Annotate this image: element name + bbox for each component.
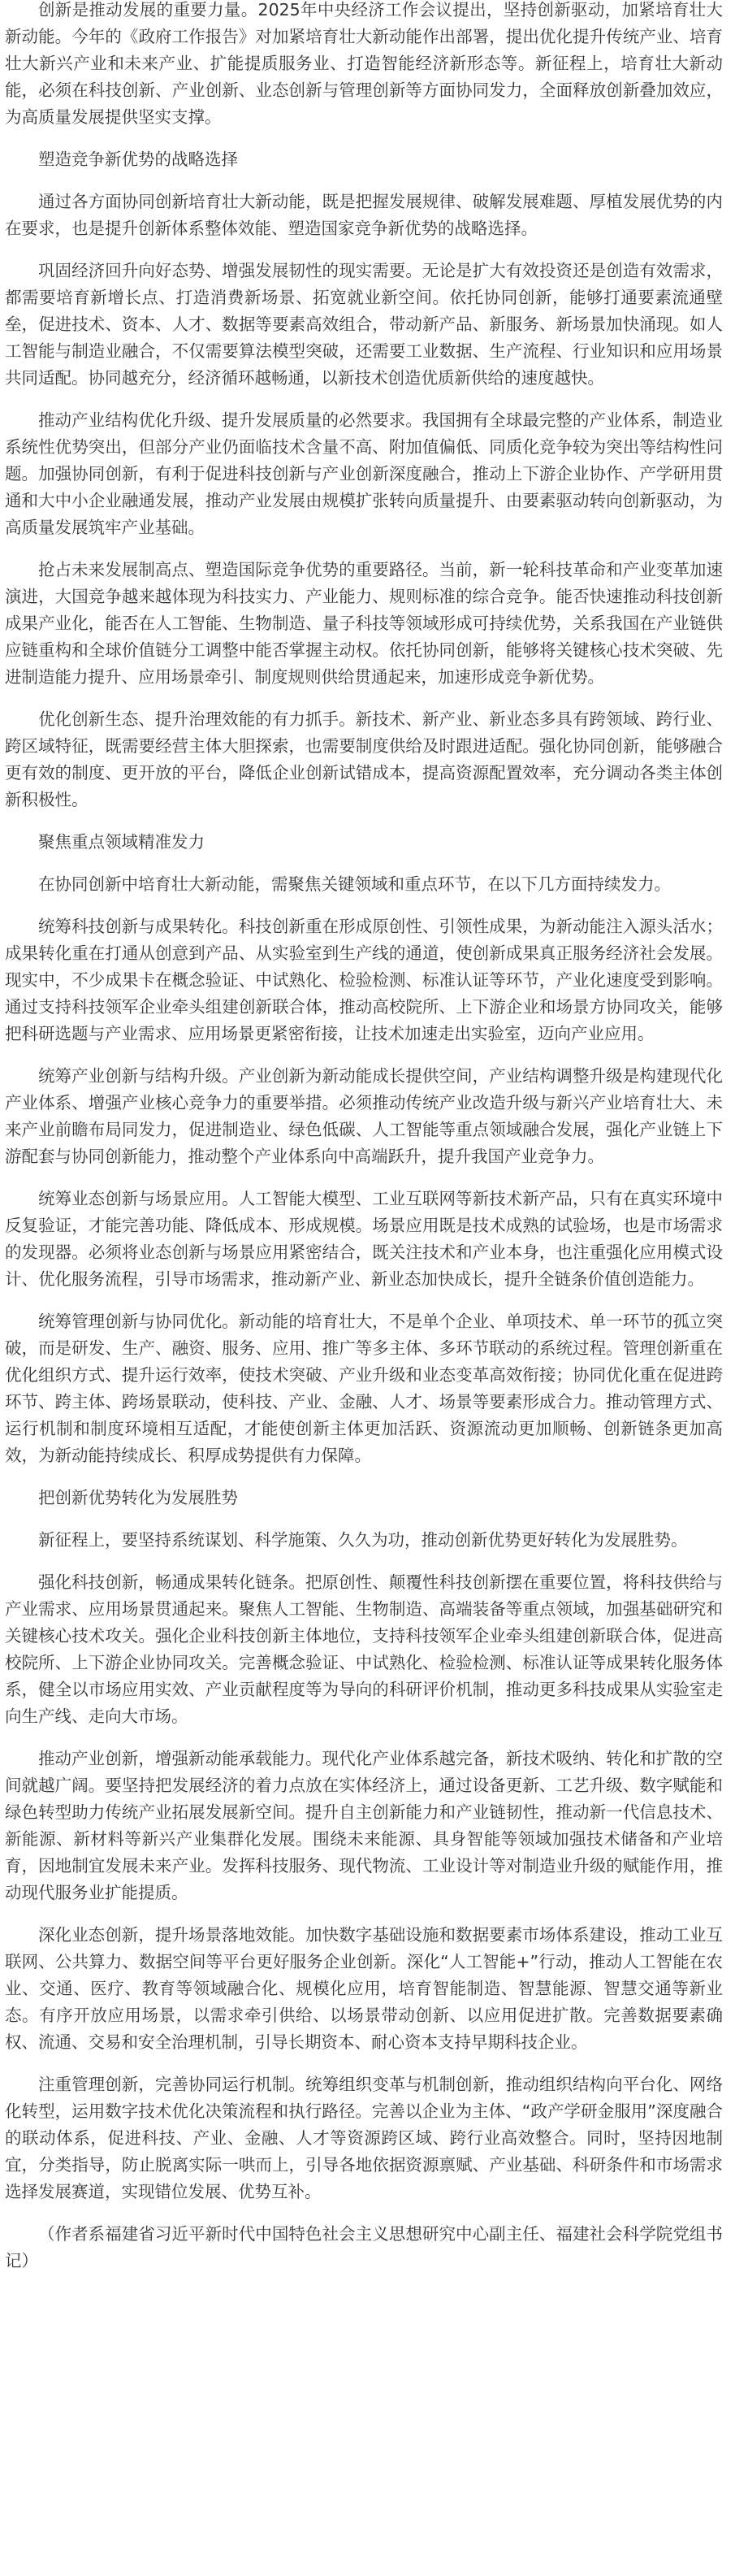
section-heading-3: 把创新优势转化为发展胜势 [38,1488,238,1507]
paragraph: 强化科技创新，畅通成果转化链条。把原创性、颠覆性科技创新摆在重要位置，将科技供给与产业需求、应用场景贯通起来。聚焦人工智能、生物制造、高端装备等重点领域，加强基础研究和关键核心技术攻关。强化企业科技创新主体地位，支持科技领军企业牵头组建创新联合体，促进高校院所、上下游企业协同攻关。完善概念验证、中试熟化、检验检测、标准认证等成果转化服务体系，健全以市场应用实效、产业贡献程度等为导向的科研评价机制，推动更多科技成果从实验室走向生产线、走向大市场。 [5,1572,723,1726]
paragraph: 深化业态创新，提升场景落地效能。加快数字基础设施和数据要素市场体系建设，推动工业互联网、公共算力、数据空间等平台更好服务企业创新。深化“人工智能+”行动，推动人工智能在农业、交通、医疗、教育等领域融合化、规模化应用，培育智能制造、智慧能源、智慧交通等新业态。有序开放应用场景，以需求牵引供给、以场景带动创新、以应用促进扩散。完善数据要素确权、流通、交易和安全治理机制，引导长期资本、耐心资本支持早期科技企业。 [5,1925,723,2052]
paragraph: 注重管理创新，完善协同运行机制。统筹组织变革与机制创新，推动组织结构向平台化、网络化转型，运用数字技术优化决策流程和执行路径。完善以企业为主体、“政产学研金服用”深度融合的联动体系，促进科技、产业、金融、人才等资源跨区域、跨行业高效整合。同时，坚持因地制宜，分类指导，防止脱离实际一哄而上，引导各地依据资源禀赋、产业基础、科研条件和市场需求选择发展赛道，实现错位发展、优势互补。 [5,2075,723,2201]
paragraph: 统筹科技创新与成果转化。科技创新重在形成原创性、引领性成果，为新动能注入源头活水；成果转化重在打通从创意到产品、从实验室到生产线的通道，使创新成果真正服务经济社会发展。现实中，不少成果卡在概念验证、中试熟化、检验检测、标准认证等环节，产业化速度受到影响。通过支持科技领军企业牵头组建创新联合体，推动高校院所、上下游企业和场景方协同攻关，能够把科研选题与产业需求、应用场景更紧密衔接，让技术加速走出实验室，迈向产业应用。 [5,917,723,1043]
paragraph: 抢占未来发展制高点、塑造国际竞争优势的重要路径。当前，新一轮科技革命和产业变革加速演进，大国竞争越来越体现为科技实力、产业能力、规则标准的综合竞争。能否快速推动科技创新成果产业化，能否在人工智能、生物制造、量子科技等领域形成可持续优势，关系我国在产业链供应链重构和全球价值链分工调整中能否掌握主动权。依托协同创新，能够将关键核心技术突破、先进制造能力提升、应用场景牵引、制度规则供给贯通起来，加速形成竞争新优势。 [5,560,723,687]
paragraph: 巩固经济回升向好态势、增强发展韧性的现实需要。无论是扩大有效投资还是创造有效需求，都需要培育新增长点、打造消费新场景、拓宽就业新空间。依托协同创新，能够打通要素流通壁垒，促进技术、资本、人才、数据等要素高效组合，带动新产品、新服务、新场景加快涌现。如人工智能与制造业融合，不仅需要算法模型突破，还需要工业数据、生产流程、行业知识和应用场景共同适配。协同越充分，经济循环越畅通，以新技术创造优质新供给的速度越快。 [5,261,723,388]
paragraph: 新征程上，要坚持系统谋划、科学施策、久久为功，推动创新优势更好转化为发展胜势。 [38,1530,688,1550]
intro-paragraph: 创新是推动发展的重要力量。2025年中央经济工作会议提出，坚持创新驱动，加紧培育壮大新动能。今年的《政府工作报告》对加紧培育壮大新动能作出部署，提出优化提升传统产业、培育壮大新兴产业和未来产业、扩能提质服务业、打造智能经济新形态等。新征程上，培育壮大新动能，必须在科技创新、产业创新、业态创新与管理创新等方面协同发力，全面释放创新叠加效应，为高质量发展提供坚实支撑。 [5,0,723,127]
author-byline: （作者系福建省习近平新时代中国特色社会主义思想研究中心副主任、福建社会科学院党组书记） [5,2224,723,2270]
paragraph: 统筹产业创新与结构升级。产业创新为新动能成长提供空间，产业结构调整升级是构建现代化产业体系、增强产业核心竞争力的重要举措。必须推动传统产业改造升级与新兴产业培育壮大、未来产业前瞻布局同发力，促进制造业、绿色低碳、人工智能等重点领域融合发展，强化产业链上下游配套与协同创新能力，推动整个产业体系向中高端跃升，提升我国产业竞争力。 [5,1066,723,1166]
section-heading-1: 塑造竞争新优势的战略选择 [38,150,238,169]
paragraph: 优化创新生态、提升治理效能的有力抓手。新技术、新产业、新业态多具有跨领域、跨行业、跨区域特征，既需要经营主体大胆探索，也需要制度供给及时跟进适配。强化协同创新，能够融合更有效的制度、更开放的平台，降低企业创新试错成本，提高资源配置效率，充分调动各类主体创新积极性。 [5,709,723,809]
section-heading-2: 聚焦重点领域精准发力 [38,832,205,852]
paragraph: 统筹管理创新与协同优化。新动能的培育壮大，不是单个企业、单项技术、单一环节的孤立突破，而是研发、生产、融资、服务、应用、推广等多主体、多环节联动的系统过程。管理创新重在优化组织方式、提升运行效率，使技术突破、产业升级和业态变革高效衔接；协同优化重在促进跨环节、跨主体、跨场景联动，使科技、产业、金融、人才、场景等要素形成合力。推动管理方式、运行机制和制度环境相互适配，才能使创新主体更加活跃、资源流动更加顺畅、创新链条更加高效，为新动能持续成长、积厚成势提供有力保障。 [5,1312,723,1465]
paragraph: 通过各方面协同创新培育壮大新动能，既是把握发展规律、破解发展难题、厚植发展优势的内在要求，也是提升创新体系整体效能、塑造国家竞争新优势的战略选择。 [5,192,723,238]
paragraph: 推动产业创新，增强新动能承载能力。现代化产业体系越完备，新技术吸纳、转化和扩散的空间就越广阔。要坚持把发展经济的着力点放在实体经济上，通过设备更新、工艺升级、数字赋能和绿色转型助力传统产业拓展发展新空间。提升自主创新能力和产业链韧性，推动新一代信息技术、新能源、新材料等新兴产业集群化发展。围绕未来能源、具身智能等领域加强技术储备和产业培育，因地制宜发展未来产业。发挥科技服务、现代物流、工业设计等对制造业升级的赋能作用，推动现代服务业扩能提质。 [5,1749,723,1902]
paragraph: 在协同创新中培育壮大新动能，需聚焦关键领域和重点环节，在以下几方面持续发力。 [38,874,671,894]
paragraph: 推动产业结构优化升级、提升发展质量的必然要求。我国拥有全球最完整的产业体系，制造业系统性优势突出，但部分产业仍面临技术含量不高、附加值偏低、同质化竞争较为突出等结构性问题。加强协同创新，有利于促进科技创新与产业创新深度融合，推动上下游企业协作、产学研用贯通和大中小企业融通发展，推动产业发展由规模扩张转向质量提升、由要素驱动转向创新驱动，为高质量发展筑牢产业基础。 [5,410,723,537]
paragraph: 统筹业态创新与场景应用。人工智能大模型、工业互联网等新技术新产品，只有在真实环境中反复验证，才能完善功能、降低成本、形成规模。场景应用既是技术成熟的试验场，也是市场需求的发现器。必须将业态创新与场景应用紧密结合，既关注技术和产业本身，也注重强化应用模式设计、优化服务流程，引导市场需求，推动新产业、新业态加快成长，提升全链条价值创造能力。 [5,1189,723,1289]
